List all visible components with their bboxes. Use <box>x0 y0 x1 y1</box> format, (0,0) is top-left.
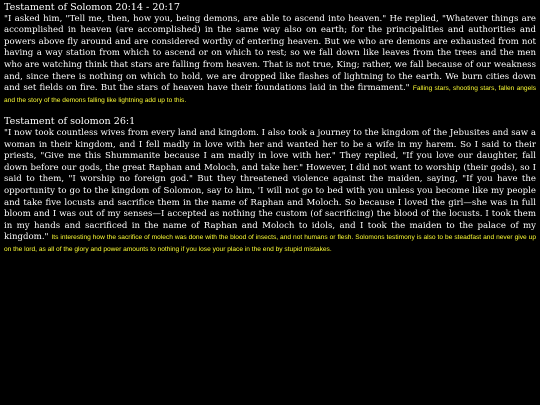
section-heading: Testament of solomon 26:1 <box>4 116 136 128</box>
document-page <box>4 2 536 255</box>
quote-text: "I asked him, "Tell me, then, how you, being demons, are able to ascend into heaven." He replied, "Whatever things are accomplished in heaven (are accomplished) in the same way also on earth; for the principalities and authorities and powers above fly around and are considered worthy of entering heaven. But we who are demons are exhausted from not having a way station from which to ascend or on which to rest; so we fall down like leaves from the trees and the men who are watching think that stars are falling from heaven. That is not true, King; rather, we fall because of our weakness and, since there is nothing on which to hold, we are dropped like flashes of lightning to the earth. We burn cities down and set fields on fire. But the stars of heaven have their foundations laid in the firmament." <box>4 13 536 94</box>
commentary-note: Its interesting how the sacrifice of molech was done with the blood of insects, and not humans or flesh. Solomons testimony is also to be steadfast and never give up on the lord, as all of the glory and power amounts to nothing if you lose your place in the end by stupid mistakes. <box>4 234 536 253</box>
section-heading: Testament of Solomon 20:14 - 20:17 <box>4 2 180 13</box>
quote-paragraph <box>4 128 536 256</box>
section-testament-26 <box>4 116 536 255</box>
commentary-note: Falling stars, shooting stars, fallen angels and the story of the demons falling like lightning add up to this. <box>4 85 537 104</box>
quote-paragraph <box>4 14 536 107</box>
quote-text: "I now took countless wives from every land and kingdom. I also took a journey to the kingdom of the Jebusites and saw a woman in their kingdom, and I fell madly in love with her and wanted her to be a wife in my harem. So I said to their priests, "Give me this Shummanite because I am madly in love with her." They replied, "If you love our daughter, fall down before our gods, the great Raphan and Moloch, and take her." However, I did not want to worship (their gods), so I said to them, "I worship no foreign god." But they threatened violence against the maiden, saying, "If you have the opportunity to go to the kingdom of Solomon, say to him, 'I will not go to bed with you unless you become like my people and take five locusts and sacrifice them in the name of Raphan and Moloch. So because I loved the girl—she was in full bloom and I was out of my senses—I accepted as nothing the custom (of sacrificing) the blood of the locusts. I took them in my hands and sacrificed in the name of Raphan and Moloch to idols, and I took the maiden to the palace of my kingdom." <box>4 127 536 243</box>
section-testament-20 <box>4 2 536 106</box>
